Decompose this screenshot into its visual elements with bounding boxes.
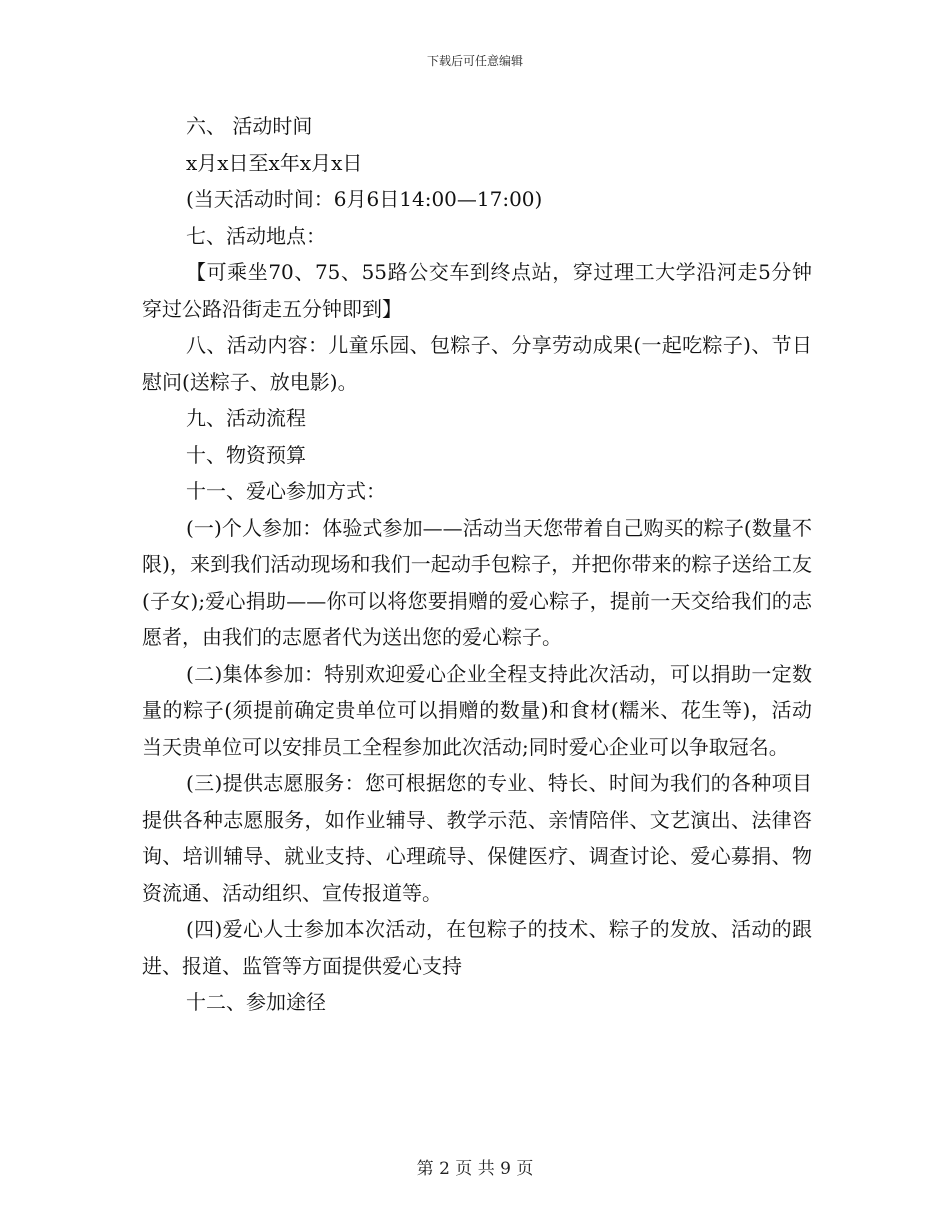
participation-individual-support: (四)爱心人士参加本次活动，在包粽子的技术、粽子的发放、活动的跟进、报道、监管等方面提供爱心支持 xyxy=(142,917,812,978)
location-directions: 【可乘坐70、75、55路公交车到终点站，穿过理工大学沿河走5分钟穿过公路沿街走五分钟即到】 xyxy=(142,260,812,321)
activity-day-time: (当天活动时间：6月6日14:00—17:00) xyxy=(186,187,543,211)
section-heading-activity-time: 六、 活动时间 xyxy=(186,114,313,138)
activity-date-range: x月x日至x年x月x日 xyxy=(186,150,363,175)
document-body xyxy=(142,108,812,1021)
participation-volunteer: (三)提供志愿服务：您可根据您的专业、特长、时间为我们的各种项目提供各种志愿服务，如作业辅导、教学示范、亲情陪伴、文艺演出、法律咨询、培训辅导、就业支持、心理疏导、保健医疗、调查讨论、爱心募捐、物资流通、活动组织、宣传报道等。 xyxy=(142,771,812,905)
section-heading-location: 七、活动地点： xyxy=(186,223,326,248)
section-activity-content: 八、活动内容：儿童乐园、包粽子、分享劳动成果(一起吃粽子)、节日慰问(送粽子、放电影)。 xyxy=(142,333,812,394)
section-heading-budget: 十、物资预算 xyxy=(186,442,306,467)
section-heading-participation: 十一、爱心参加方式： xyxy=(186,479,386,503)
participation-group: (二)集体参加：特别欢迎爱心企业全程支持此次活动，可以捐助一定数量的粽子(须提前确定贵单位可以捐赠的数量)和食材(糯米、花生等)，活动当天贵单位可以安排员工全程参加此次活动;同时爱心企业可以争取冠名。 xyxy=(142,661,812,759)
participation-individual: (一)个人参加：体验式参加——活动当天您带着自己购买的粽子(数量不限)，来到我们活动现场和我们一起动手包粽子，并把你带来的粽子送给工友(子女);爱心捐助——你可以将您要捐赠的爱心粽子，提前一天交给我们的志愿者，由我们的志愿者代为送出您的爱心粽子。 xyxy=(142,515,812,649)
section-heading-channels: 十二、参加途径 xyxy=(186,990,326,1014)
page-header-note: 下载后可任意编辑 xyxy=(426,54,523,68)
section-heading-process: 九、活动流程 xyxy=(186,406,306,430)
page-number: 第 2 页 共 9 页 xyxy=(416,1159,534,1179)
